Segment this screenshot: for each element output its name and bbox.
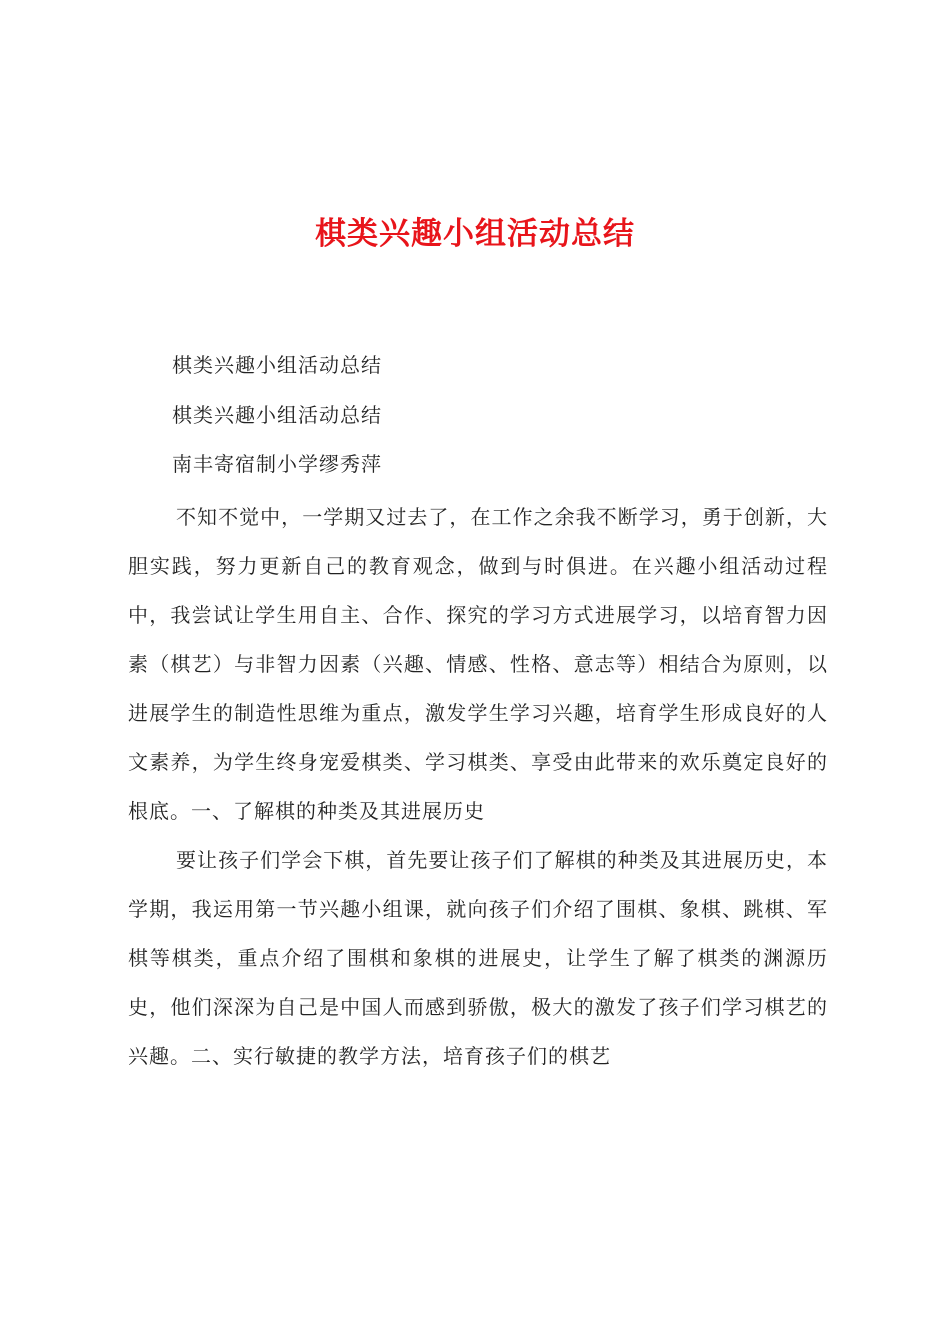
header-line-author: 南丰寄宿制小学缪秀萍	[172, 452, 382, 476]
body-paragraph-2: 要让孩子们学会下棋，首先要让孩子们了解棋的种类及其进展历史，本学期，我运用第一节兴趣小组课，就向孩子们介绍了围棋、象棋、跳棋、军棋等棋类，重点介绍了围棋和象棋的进展史，让学生了解了棋类的渊源历史，他们深深为自己是中国人而感到骄傲，极大的激发了孩子们学习棋艺的兴趣。二、实行敏捷的教学方法，培育孩子们的棋艺	[128, 848, 828, 1068]
header-line-title: 棋类兴趣小组活动总结	[172, 353, 382, 377]
document-title: 棋类兴趣小组活动总结	[315, 216, 635, 252]
header-line-subtitle: 棋类兴趣小组活动总结	[172, 403, 382, 427]
body-paragraph-1: 不知不觉中，一学期又过去了，在工作之余我不断学习，勇于创新，大胆实践，努力更新自己的教育观念，做到与时俱进。在兴趣小组活动过程中，我尝试让学生用自主、合作、探究的学习方式进展学习，以培育智力因素（棋艺）与非智力因素（兴趣、情感、性格、意志等）相结合为原则，以进展学生的制造性思维为重点，激发学生学习兴趣，培育学生形成良好的人文素养，为学生终身宠爱棋类、学习棋类、享受由此带来的欢乐奠定良好的根底。一、了解棋的种类及其进展历史	[128, 505, 828, 823]
